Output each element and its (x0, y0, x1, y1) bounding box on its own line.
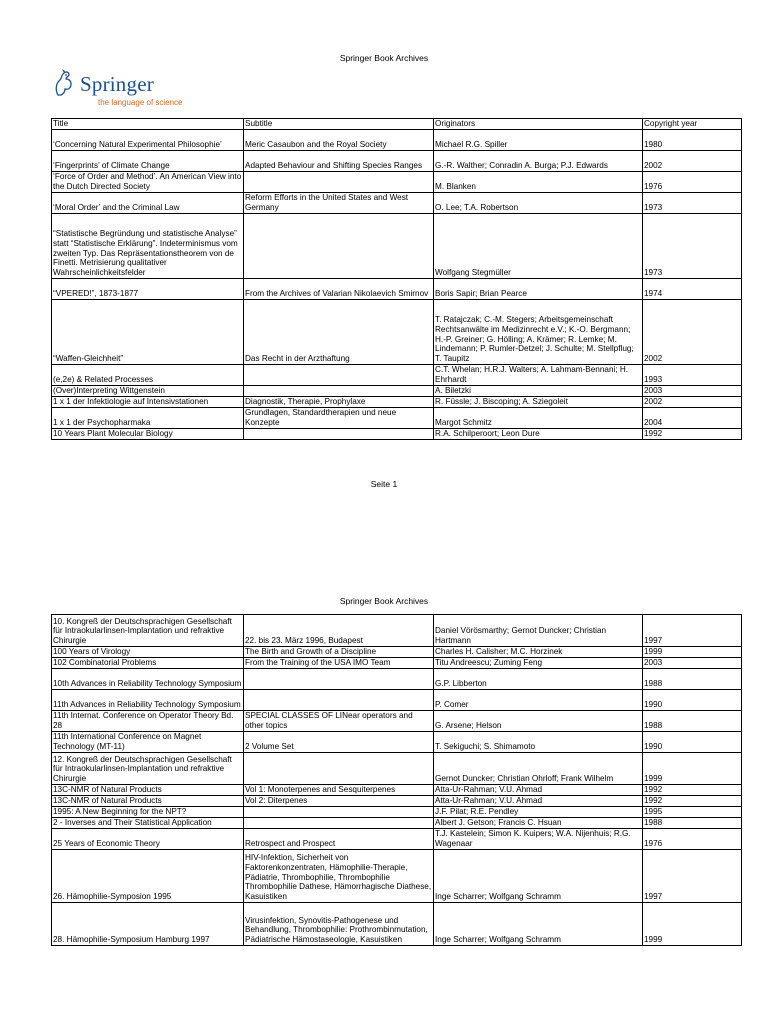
subtitle-cell: Das Recht in der Arzthaftung (244, 300, 434, 365)
year-cell: 2002 (643, 300, 742, 365)
books-table-page-1 (51, 118, 742, 440)
title-cell: 2 - Inverses and Their Statistical Application (52, 818, 244, 829)
title-cell: “VPERED!”, 1873-1877 (52, 279, 244, 300)
table-row (52, 408, 742, 429)
year-cell: 1997 (643, 615, 742, 647)
subtitle-cell: Vol 2: Diterpenes (244, 796, 434, 807)
title-cell: ‘Force of Order and Method’. An American View into the Dutch Directed Society (52, 172, 244, 193)
originators-cell: A. Biletzki (434, 386, 643, 397)
table-row (52, 130, 742, 151)
subtitle-cell (244, 429, 434, 440)
originators-cell: G. Arsene; Helson (434, 711, 643, 732)
year-cell: 1976 (643, 172, 742, 193)
originators-cell: T. Ratajczak; C.-M. Stegers; Arbeitsgemeinschaft Rechtsanwälte im Medizinrecht e.V.; K.-O. Bergmann; H.-P. Greiner; G. Hölling; A. Krämer; R. Lemke; M. Lindemann; P. Rumler-Detzel; J. Schulte; M. Stellpflug; T. Taupitz (434, 300, 643, 365)
subtitle-cell (244, 172, 434, 193)
originators-cell: R. Füssle; J. Biscoping; A. Sziegoleit (434, 397, 643, 408)
year-cell: 1988 (643, 711, 742, 732)
books-table-page-2 (51, 614, 742, 946)
subtitle-cell: Diagnostik, Therapie, Prophylaxe (244, 397, 434, 408)
originators-cell: Gernot Duncker; Christian Ohrloff; Frank Wilhelm (434, 753, 643, 785)
subtitle-cell (244, 818, 434, 829)
title-cell: 100 Years of Virology (52, 647, 244, 658)
originators-cell: Margot Schmitz (434, 408, 643, 429)
table-row (52, 669, 742, 690)
originators-cell: R.A. Schilperoort; Leon Dure (434, 429, 643, 440)
page-title: Springer Book Archives (339, 53, 429, 63)
year-cell: 1999 (643, 647, 742, 658)
year-cell: 1999 (643, 903, 742, 946)
subtitle-cell (244, 690, 434, 711)
subtitle-cell (244, 386, 434, 397)
subtitle-cell: From the Archives of Valarian Nikolaevich Smirnov (244, 279, 434, 300)
year-cell: 1988 (643, 818, 742, 829)
table-row (52, 172, 742, 193)
originators-cell: Daniel Vörösmarthy; Gernot Duncker; Christian Hartmann (434, 615, 643, 647)
title-cell: 26. Hämophilie-Symposion 1995 (52, 850, 244, 903)
page-title-2: Springer Book Archives (339, 596, 429, 606)
table-header-row (52, 119, 742, 130)
subtitle-cell: Vol 1: Monoterpenes and Sesquiterpenes (244, 785, 434, 796)
title-cell: 28. Hämophilie-Symposium Hamburg 1997 (52, 903, 244, 946)
subtitle-cell: Adapted Behaviour and Shifting Species Ranges (244, 151, 434, 172)
originators-cell: O. Lee; T.A. Robertson (434, 193, 643, 214)
originators-cell: Charles H. Calisher; M.C. Horzinek (434, 647, 643, 658)
table-row (52, 300, 742, 365)
table-row (52, 850, 742, 903)
subtitle-cell (244, 669, 434, 690)
year-cell: 1997 (643, 850, 742, 903)
year-cell: 2003 (643, 386, 742, 397)
originators-cell: Atta-Ur-Rahman; V.U. Ahmad (434, 785, 643, 796)
title-cell: 1 x 1 der Infektiologie auf Intensivstationen (52, 397, 244, 408)
year-cell: 1980 (643, 130, 742, 151)
title-cell: 102 Combinatorial Problems (52, 658, 244, 669)
year-cell: 1999 (643, 753, 742, 785)
year-cell: 1974 (643, 279, 742, 300)
year-cell: 1988 (643, 669, 742, 690)
subtitle-cell: Subtitle (244, 119, 434, 130)
originators-cell: Titu Andreescu; Zuming Feng (434, 658, 643, 669)
springer-wordmark: Springer (80, 72, 154, 96)
table-row (52, 829, 742, 850)
springer-logo (52, 68, 202, 110)
title-cell: (Over)Interpreting Wittgenstein (52, 386, 244, 397)
originators-cell: Originators (434, 119, 643, 130)
originators-cell: T.J. Kastelein; Simon K. Kuipers; W.A. Nijenhuis; R.G. Wagenaar (434, 829, 643, 850)
table-row (52, 732, 742, 753)
year-cell: 1993 (643, 365, 742, 386)
originators-cell: G.P. Libberton (434, 669, 643, 690)
table-row (52, 807, 742, 818)
table-row (52, 658, 742, 669)
year-cell: 1992 (643, 796, 742, 807)
subtitle-cell: The Birth and Growth of a Discipline (244, 647, 434, 658)
originators-cell: P. Comer (434, 690, 643, 711)
year-cell: 1973 (643, 193, 742, 214)
table-row (52, 785, 742, 796)
originators-cell: C.T. Whelan; H.R.J. Walters; A. Lahmam-Bennani; H. Ehrhardt (434, 365, 643, 386)
subtitle-cell (244, 365, 434, 386)
title-cell: 10. Kongreß der Deutschsprachigen Gesellschaft für Intraokularlinsen-Implantation und refraktive Chirurgie (52, 615, 244, 647)
originators-cell: Inge Scharrer; Wolfgang Schramm (434, 850, 643, 903)
year-cell: 1973 (643, 214, 742, 279)
subtitle-cell (244, 753, 434, 785)
table-row (52, 818, 742, 829)
subtitle-cell: Retrospect and Prospect (244, 829, 434, 850)
table-row (52, 615, 742, 647)
title-cell: 10 Years Plant Molecular Biology (52, 429, 244, 440)
title-cell: 11th International Conference on Magnet Technology (MT-11) (52, 732, 244, 753)
originators-cell: Wolfgang Stegmüller (434, 214, 643, 279)
subtitle-cell: 22. bis 23. März 1996, Budapest (244, 615, 434, 647)
table-row (52, 690, 742, 711)
year-cell: 1990 (643, 690, 742, 711)
year-cell: 2004 (643, 408, 742, 429)
subtitle-cell: 2 Volume Set (244, 732, 434, 753)
table-row (52, 365, 742, 386)
table-row (52, 647, 742, 658)
year-cell: Copyright year (643, 119, 742, 130)
title-cell: (e,2e) & Related Processes (52, 365, 244, 386)
title-cell: “Waffen-Gleichheit” (52, 300, 244, 365)
table-row (52, 711, 742, 732)
year-cell: 2002 (643, 151, 742, 172)
subtitle-cell: Grundlagen, Standardtherapien und neue Konzepte (244, 408, 434, 429)
originators-cell: Atta-Ur-Rahman; V.U. Ahmad (434, 796, 643, 807)
subtitle-cell: Meric Casaubon and the Royal Society (244, 130, 434, 151)
subtitle-cell: Virusinfektion, Synovitis-Pathogenese und Behandlung, Thrombophilie: Prothrombinmutation, Pädiatrische Hämostaseologie, Kasuistiken (244, 903, 434, 946)
springer-horse-icon (52, 68, 76, 98)
year-cell: 2002 (643, 397, 742, 408)
originators-cell: Inge Scharrer; Wolfgang Schramm (434, 903, 643, 946)
table-row (52, 214, 742, 279)
originators-cell: G.-R. Walther; Conradin A. Burga; P.J. Edwards (434, 151, 643, 172)
title-cell: 12. Kongreß der Deutschsprachigen Gesellschaft für Intraokularlinsen-Implantation und refraktive Chirurgie (52, 753, 244, 785)
year-cell: 1995 (643, 807, 742, 818)
subtitle-cell (244, 214, 434, 279)
table-row (52, 397, 742, 408)
table-row (52, 903, 742, 946)
table-row (52, 386, 742, 397)
originators-cell: Boris Sapir; Brian Pearce (434, 279, 643, 300)
title-cell: 13C-NMR of Natural Products (52, 785, 244, 796)
originators-cell: J.F. Pilat; R.E. Pendley (434, 807, 643, 818)
title-cell: 1 x 1 der Psychopharmaka (52, 408, 244, 429)
originators-cell: M. Blanken (434, 172, 643, 193)
title-cell: 11th Advances in Reliability Technology Symposium (52, 690, 244, 711)
subtitle-cell: Reform Efforts in the United States and West Germany (244, 193, 434, 214)
originators-cell: T. Sekiguchi; S. Shimamoto (434, 732, 643, 753)
table-row (52, 429, 742, 440)
title-cell: 1995: A New Beginning for the NPT? (52, 807, 244, 818)
title-cell: Title (52, 119, 244, 130)
table-row (52, 753, 742, 785)
originators-cell: Michael R.G. Spiller (434, 130, 643, 151)
title-cell: ‘Concerning Natural Experimental Philosophie’ (52, 130, 244, 151)
title-cell: 25 Years of Economic Theory (52, 829, 244, 850)
originators-cell: Albert J. Getson; Francis C. Hsuan (434, 818, 643, 829)
title-cell: ‘Moral Order’ and the Criminal Law (52, 193, 244, 214)
title-cell: 13C-NMR of Natural Products (52, 796, 244, 807)
year-cell: 1976 (643, 829, 742, 850)
year-cell: 2003 (643, 658, 742, 669)
title-cell: “Statistische Begründung und statistische Analyse” statt “Statistische Erklärung”. Indeterminismus vom zweiten Typ. Das Repräsentationstheorem von de Finetti. Metrisierung qualitativer Wahrscheinlichkeitsfelder (52, 214, 244, 279)
table-row (52, 151, 742, 172)
springer-tagline: the language of science (98, 98, 183, 107)
title-cell: 10th Advances in Reliability Technology Symposium (52, 669, 244, 690)
table-row (52, 279, 742, 300)
subtitle-cell (244, 807, 434, 818)
subtitle-cell: SPECIAL CLASSES OF LINear operators and other topics (244, 711, 434, 732)
year-cell: 1990 (643, 732, 742, 753)
subtitle-cell: HIV-Infektion, Sicherheit von Faktorenkonzentraten, Hämophilie-Therapie, Pädiatrie, Thrombophilie, Thrombophilie Thrombophilie Dathese, Hämorrhagische Diathese, Kasuistiken (244, 850, 434, 903)
title-cell: ‘Fingerprints’ of Climate Change (52, 151, 244, 172)
table-row (52, 193, 742, 214)
subtitle-cell: From the Training of the USA IMO Team (244, 658, 434, 669)
year-cell: 1992 (643, 785, 742, 796)
table-row (52, 796, 742, 807)
page-footer: Seite 1 (370, 479, 398, 489)
year-cell: 1992 (643, 429, 742, 440)
title-cell: 11th Internat. Conference on Operator Theory Bd. 28 (52, 711, 244, 732)
